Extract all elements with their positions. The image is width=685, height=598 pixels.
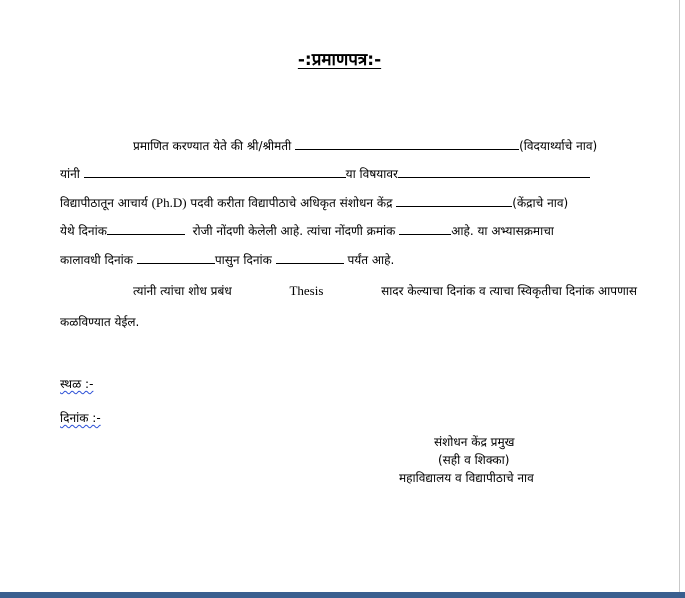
yanni-text: यांनी (60, 167, 80, 181)
window-bottom-bar (0, 592, 685, 598)
thesis-submission-text: सादर केल्याचा दिनांक व त्याचा स्विकृतीचा दिनांक आपणास (381, 284, 637, 298)
college-university-text: महाविद्यालय व विद्यापीठाचे नाव (399, 471, 534, 485)
centre-name-blank[interactable] (396, 195, 512, 207)
registration-text: रोजी नोंदणी केलेली आहे. त्यांचा नोंदणी क्रमांक (192, 224, 396, 238)
date-field (60, 410, 101, 426)
will-inform-text: कळविण्यात येईल. (60, 315, 140, 329)
research-centre-text: पदवी करीता विद्यापीठाचे अधिकृत संशोधन केंद्र (190, 196, 393, 210)
line-5 (60, 252, 394, 268)
duration-from-text: कालावधी दिनांक (60, 253, 134, 267)
thesis-text: Thesis (289, 283, 324, 298)
subject-label: या विषयावर (345, 167, 398, 181)
line-2 (60, 166, 590, 182)
registration-number-blank[interactable] (399, 223, 451, 235)
certificate-title: -:प्रमाणपत्र:- (297, 50, 382, 70)
student-name-label: (विदयार्थ्याचे नाव) (519, 139, 598, 153)
to-date-blank[interactable] (276, 252, 344, 264)
signature-line-2 (438, 452, 509, 468)
place-field (60, 376, 93, 392)
signature-line-1 (434, 434, 514, 450)
subject-blank[interactable] (84, 166, 346, 178)
signature-line-3 (399, 470, 534, 486)
student-name-blank[interactable] (295, 138, 519, 150)
phd-text: (Ph.D) (151, 195, 187, 210)
line-6 (133, 283, 637, 299)
thesis-intro-text: त्यांनी त्यांचा शोध प्रबंध (133, 284, 232, 298)
to-date-text: पासुन दिनांक (214, 253, 272, 267)
place-label: स्थळ :- (60, 377, 94, 391)
until-text: पर्यंत आहे. (347, 253, 395, 267)
line-7 (60, 314, 139, 330)
line-1 (133, 138, 597, 154)
certify-text: प्रमाणित करण्यात येते की श्री/श्रीमती (133, 139, 292, 153)
sign-seal-text: (सही व शिक्का) (438, 453, 510, 467)
page-edge (679, 0, 680, 592)
university-text: विद्यापीठातून आचार्य (60, 196, 148, 210)
yethe-date-text: येथे दिनांक (60, 224, 107, 238)
registration-date-blank[interactable] (107, 223, 185, 235)
date-label: दिनांक :- (60, 411, 101, 425)
line-3 (60, 195, 568, 211)
line-4 (60, 223, 554, 239)
subject-blank-2[interactable] (398, 166, 590, 178)
centre-name-label: (केंद्राचे नाव) (512, 196, 569, 210)
centre-head-text: संशोधन केंद्र प्रमुख (434, 435, 515, 449)
course-text: आहे. या अभ्यासक्रमाचा (451, 224, 554, 238)
from-date-blank[interactable] (137, 252, 215, 264)
